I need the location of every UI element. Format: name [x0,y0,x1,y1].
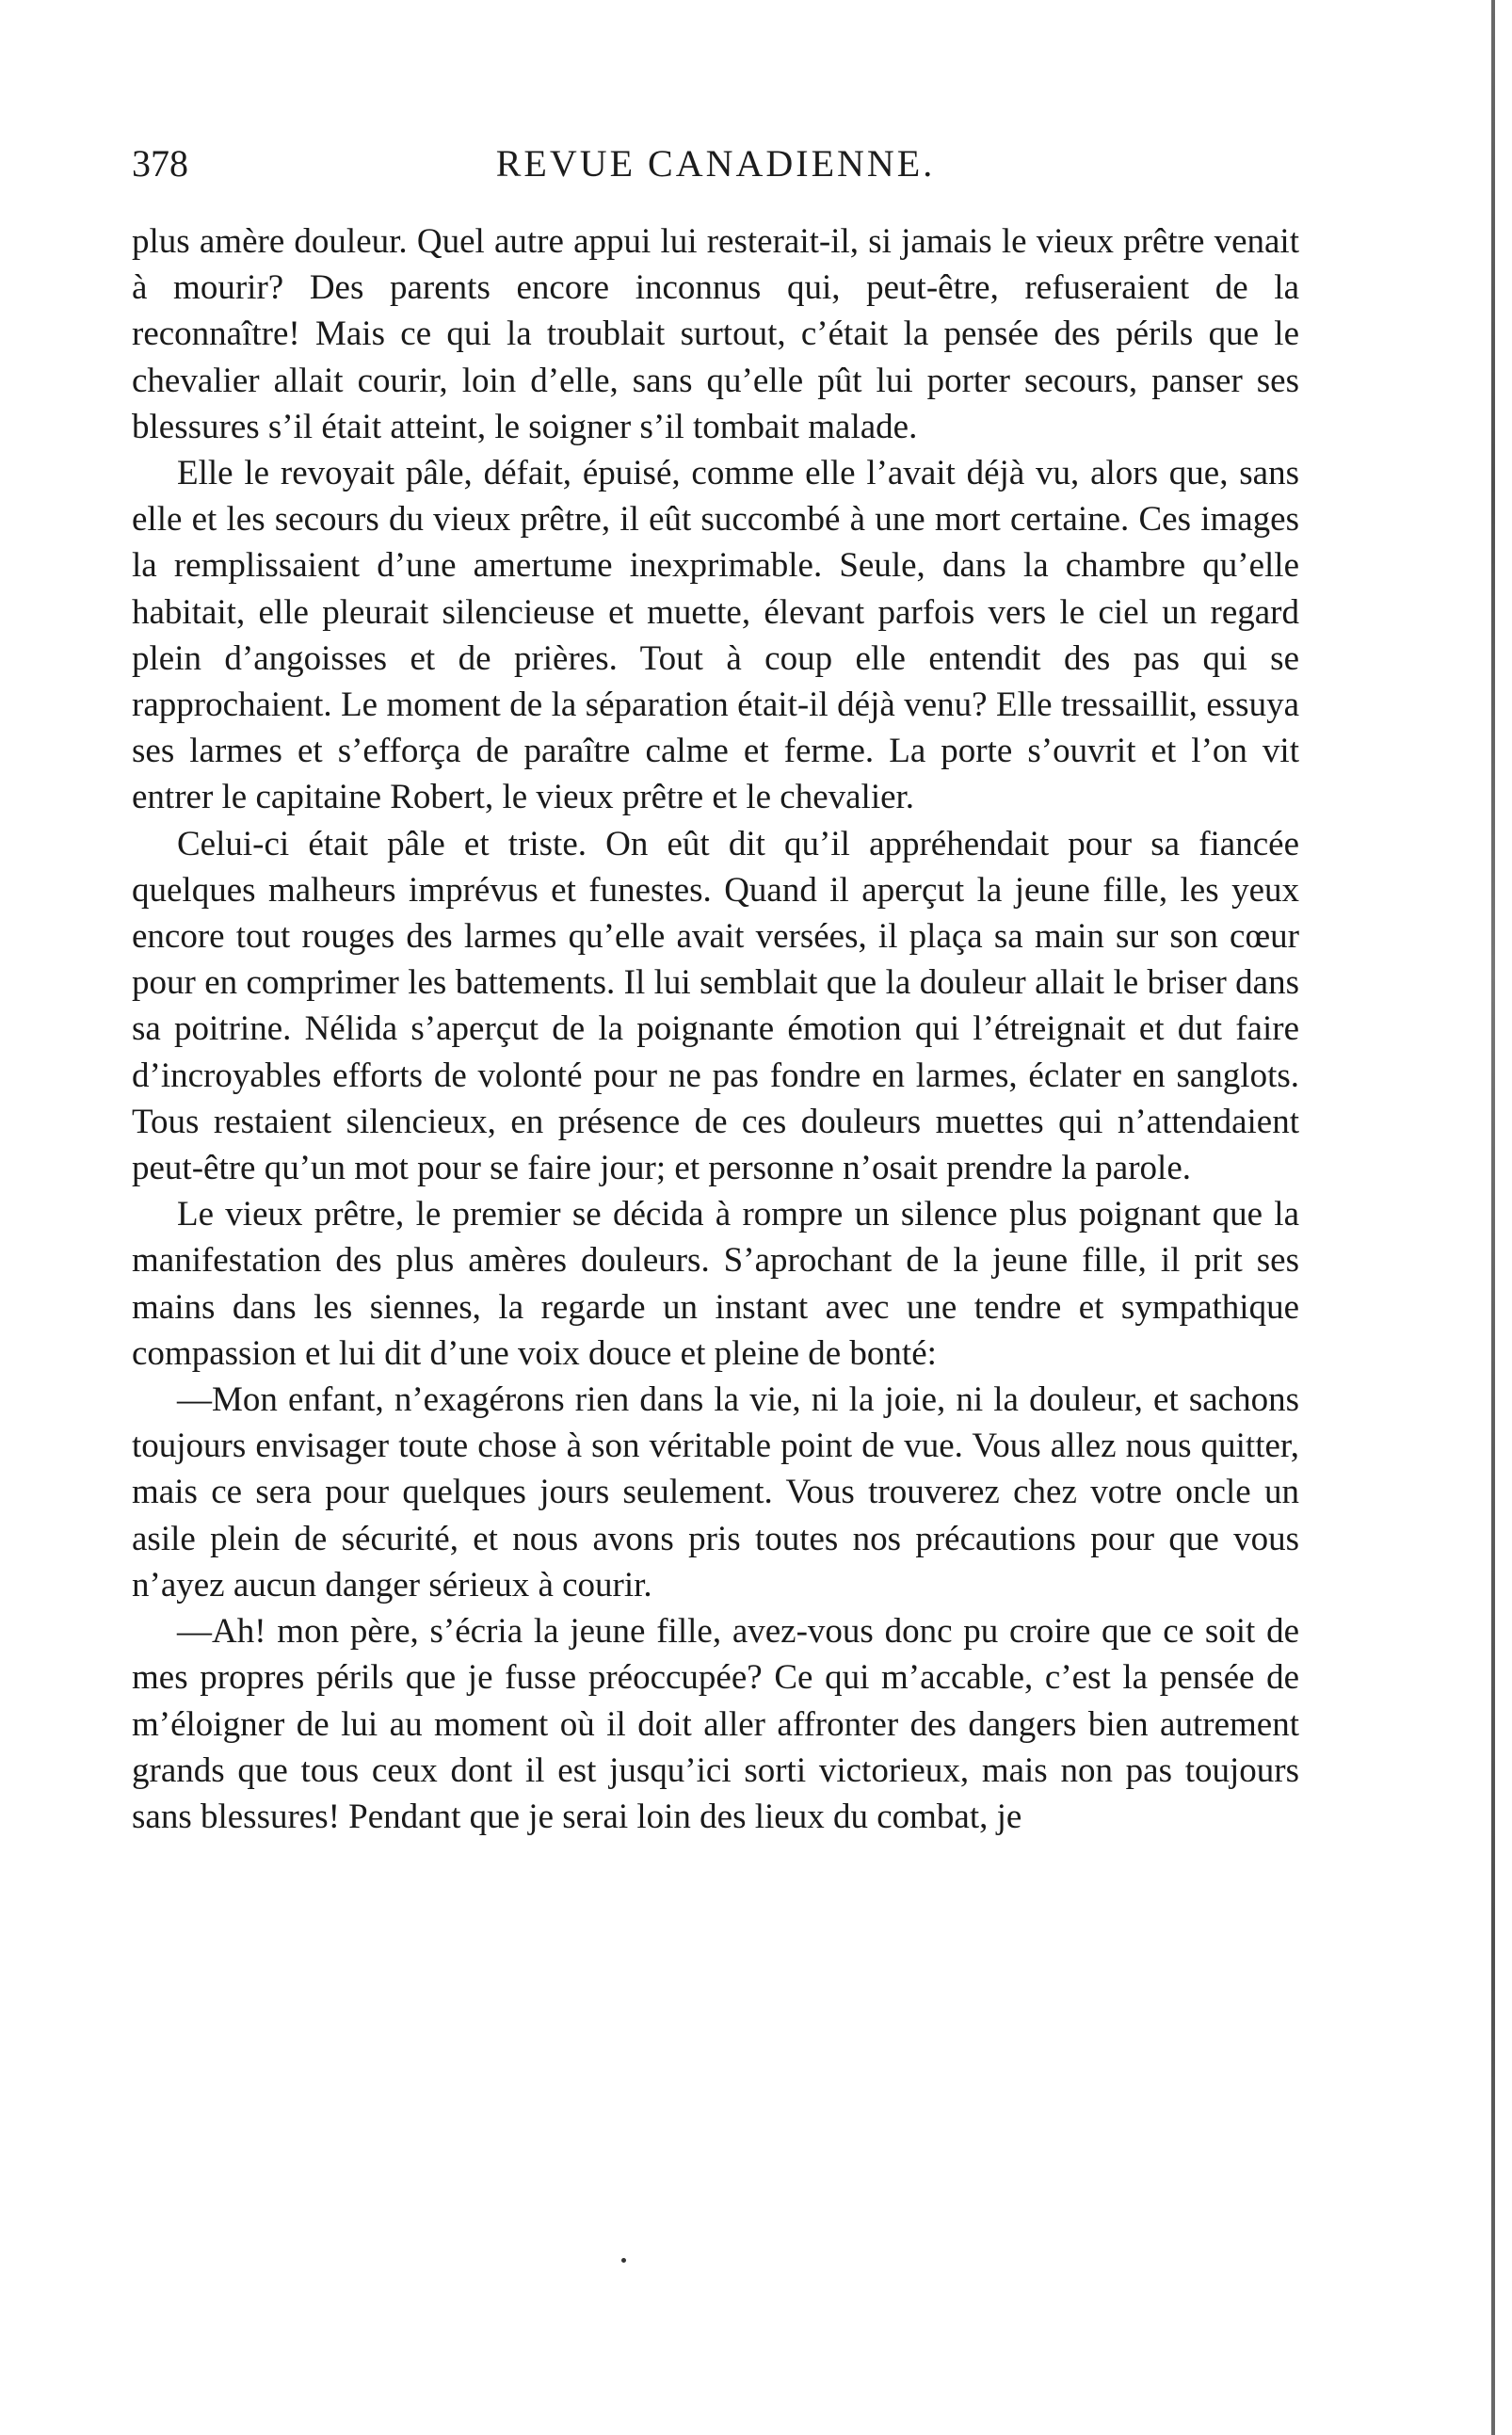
paragraph: Elle le revoyait pâle, défait, épuisé, comme elle l’avait déjà vu, alors que, sans elle et les secours du vieux prêtre, il eût succombé à une mort certaine. Ces images la remplissaient d’une amertume inexprimable. Seule, dans la chambre qu’elle habitait, elle pleurait silencieuse et muette, élevant parfois vers le ciel un regard plein d’angoisses et de prières. Tout à coup elle entendit des pas qui se rapprochaient. Le moment de la séparation était-il déjà venu? Elle tressaillit, essuya ses larmes et s’efforça de paraître calme et ferme. La porte s’ouvrit et l’on vit entrer le capitaine Robert, le vieux prêtre et le chevalier. [132,454,1299,817]
scan-speck [621,2258,626,2263]
dialogue-paragraph: —Mon enfant, n’exagérons rien dans la vie, ni la joie, ni la douleur, et sachons toujours envisager toute chose à son véritable point de vue. Vous allez nous quitter, mais ce sera pour quelques jours seulement. Vous trouverez chez votre oncle un asile plein de sécurité, et nous avons pris toutes nos précautions pour que vous n’ayez aucun danger sérieux à courir. [132,1380,1299,1605]
dialogue-paragraph: —Ah! mon père, s’écria la jeune fille, avez-vous donc pu croire que ce soit de mes propres périls que je fusse préoccupée? Ce qui m’accable, c’est la pensée de m’éloigner de lui au moment où il doit aller affronter des dangers bien autrement grands que tous ceux dont il est jusqu’ici sorti victorieux, mais non pas toujours sans blessures! Pendant que je serai loin des lieux du combat, je [132,1612,1299,1836]
scan-edge-line [1491,0,1495,2435]
paragraph: Le vieux prêtre, le premier se décida à rompre un silence plus poignant que la manifestation des plus amères douleurs. S’aprochant de la jeune fille, il prit ses mains dans les siennes, la regarde un instant avec une tendre et sympathique compassion et lui dit d’une voix douce et pleine de bonté: [132,1195,1299,1373]
body-text [132,218,1299,1840]
paragraph: Celui-ci était pâle et triste. On eût dit qu’il appréhendait pour sa fiancée quelques malheurs imprévus et funestes. Quand il aperçut la jeune fille, les yeux encore tout rouges des larmes qu’elle avait versées, il plaça sa main sur son cœur pour en comprimer les battements. Il lui semblait que la douleur allait le briser dans sa poitrine. Nélida s’aperçut de la poignante émotion qui l’étreignait et dut faire d’incroyables efforts de volonté pour ne pas fondre en larmes, éclater en sanglots. Tous restaient silencieux, en présence de ces douleurs muettes qui n’attendaient peut-être qu’un mot pour se faire jour; et personne n’osait prendre la parole. [132,824,1299,1188]
page-number: 378 [132,142,188,185]
paragraph-continuation: plus amère douleur. Quel autre appui lui resterait-il, si jamais le vieux prêtre venait à mourir? Des parents encore inconnus qui, peut-être, refuseraient de la reconnaître! Mais ce qui la troublait surtout, c’était la pensée des périls que le chevalier allait courir, loin d’elle, sans qu’elle pût lui porter secours, panser ses blessures s’il était atteint, le soigner s’il tombait malade. [132,222,1299,446]
page-header [132,141,1299,188]
running-title: REVUE CANADIENNE. [495,142,936,185]
